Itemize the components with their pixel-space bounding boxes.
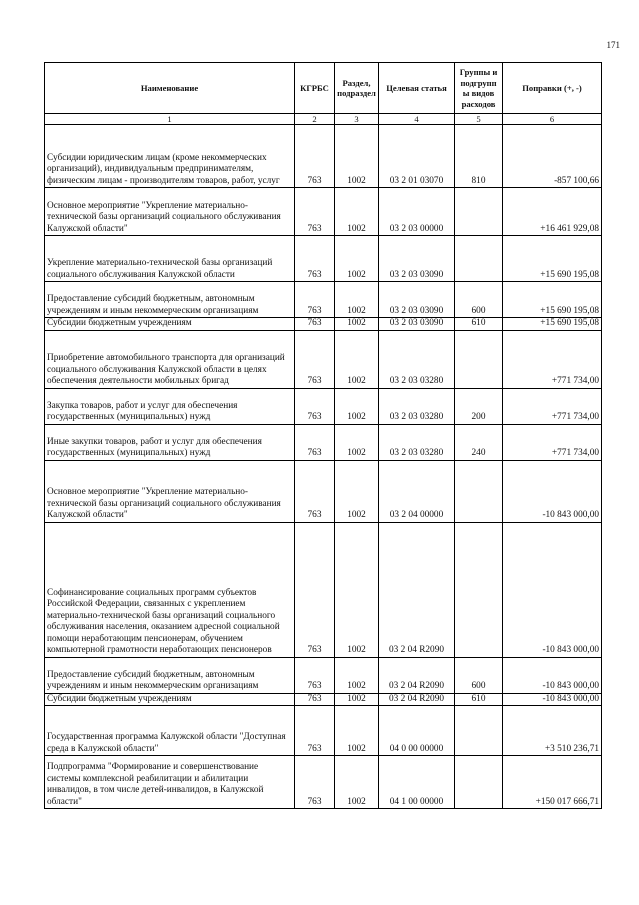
cell-section: 1002	[335, 188, 379, 236]
cell-target: 03 2 03 03280	[379, 424, 455, 460]
cell-name: Предоставление субсидий бюджетным, автономным учреждениям и иным некоммерческим организациям	[45, 657, 295, 693]
cell-amount: -10 843 000,00	[503, 693, 602, 706]
cell-amount: +15 690 195,08	[503, 318, 602, 331]
cell-section: 1002	[335, 706, 379, 756]
cell-section: 1002	[335, 236, 379, 282]
cell-section: 1002	[335, 330, 379, 388]
table-row	[45, 388, 602, 424]
cell-group: 600	[455, 282, 503, 318]
cell-group	[455, 460, 503, 522]
cell-group: 610	[455, 318, 503, 331]
cell-name: Субсидии бюджетным учреждениям	[45, 693, 295, 706]
header-section: Раздел, подраздел	[335, 63, 379, 114]
cell-section: 1002	[335, 693, 379, 706]
cell-section: 1002	[335, 424, 379, 460]
cell-section: 1002	[335, 388, 379, 424]
cell-section: 1002	[335, 657, 379, 693]
cell-name: Подпрограмма "Формирование и совершенствование системы комплексной реабилитации и абилитации инвалидов, в том числе детей-инвалидов, в Калужской области"	[45, 756, 295, 809]
cell-kgrbs: 763	[295, 706, 335, 756]
cell-target: 03 2 04 R2090	[379, 693, 455, 706]
table-row	[45, 460, 602, 522]
column-number: 1	[45, 114, 295, 125]
column-numbers-row	[45, 114, 602, 125]
cell-group: 200	[455, 388, 503, 424]
cell-target: 03 2 04 R2090	[379, 657, 455, 693]
cell-amount: +3 510 236,71	[503, 706, 602, 756]
cell-name: Укрепление материально-технической базы организаций социального обслуживания Калужской области	[45, 236, 295, 282]
cell-name: Предоставление субсидий бюджетным, автономным учреждениям и иным некоммерческим организациям	[45, 282, 295, 318]
cell-name: Основное мероприятие "Укрепление материально-технической базы организаций социального обслуживания Калужской области"	[45, 188, 295, 236]
cell-section: 1002	[335, 522, 379, 657]
cell-target: 03 2 03 03090	[379, 318, 455, 331]
header-amendments: Поправки (+, -)	[503, 63, 602, 114]
header-kgrbs: КГРБС	[295, 63, 335, 114]
cell-group	[455, 188, 503, 236]
table-row	[45, 657, 602, 693]
table-row	[45, 706, 602, 756]
cell-section: 1002	[335, 318, 379, 331]
cell-kgrbs: 763	[295, 460, 335, 522]
cell-amount: +15 690 195,08	[503, 236, 602, 282]
cell-kgrbs: 763	[295, 188, 335, 236]
cell-target: 03 2 03 03280	[379, 330, 455, 388]
cell-group: 810	[455, 125, 503, 188]
cell-name: Государственная программа Калужской области "Доступная среда в Калужской области"	[45, 706, 295, 756]
cell-kgrbs: 763	[295, 330, 335, 388]
cell-name: Основное мероприятие "Укрепление материально-технической базы организаций социального обслуживания Калужской области"	[45, 460, 295, 522]
cell-group: 600	[455, 657, 503, 693]
header-target: Целевая статья	[379, 63, 455, 114]
cell-target: 04 1 00 00000	[379, 756, 455, 809]
table-row	[45, 188, 602, 236]
cell-kgrbs: 763	[295, 282, 335, 318]
table-row	[45, 125, 602, 188]
cell-amount: +15 690 195,08	[503, 282, 602, 318]
cell-group	[455, 330, 503, 388]
cell-kgrbs: 763	[295, 424, 335, 460]
cell-name: Субсидии бюджетным учреждениям	[45, 318, 295, 331]
header-name: Наименование	[45, 63, 295, 114]
column-number: 5	[455, 114, 503, 125]
cell-name: Закупка товаров, работ и услуг для обеспечения государственных (муниципальных) нужд	[45, 388, 295, 424]
cell-section: 1002	[335, 756, 379, 809]
column-number: 4	[379, 114, 455, 125]
cell-group: 610	[455, 693, 503, 706]
cell-name: Субсидии юридическим лицам (кроме некоммерческих организаций), индивидуальным предпринимателям, физическим лицам - производителям товаров, работ, услуг	[45, 125, 295, 188]
column-number: 2	[295, 114, 335, 125]
cell-name: Приобретение автомобильного транспорта для организаций социального обслуживания Калужской области в целях обеспечения деятельности мобильных бригад	[45, 330, 295, 388]
cell-name: Софинансирование социальных программ субъектов Российской Федерации, связанных с укреплением материально-технической базы организаций социального обслуживания населения, оказанием адресной социальной помощи неработающим пенсионерам, обучением компьютерной грамотности неработающих пенсионеров	[45, 522, 295, 657]
cell-kgrbs: 763	[295, 657, 335, 693]
cell-kgrbs: 763	[295, 236, 335, 282]
table-row	[45, 693, 602, 706]
cell-group	[455, 522, 503, 657]
cell-group	[455, 236, 503, 282]
cell-kgrbs: 763	[295, 522, 335, 657]
cell-group: 240	[455, 424, 503, 460]
cell-section: 1002	[335, 460, 379, 522]
cell-amount: +150 017 666,71	[503, 756, 602, 809]
cell-target: 03 2 04 00000	[379, 460, 455, 522]
cell-target: 03 2 03 00000	[379, 188, 455, 236]
cell-kgrbs: 763	[295, 756, 335, 809]
cell-group	[455, 756, 503, 809]
table-row	[45, 756, 602, 809]
cell-target: 03 2 01 03070	[379, 125, 455, 188]
budget-amendments-table	[44, 62, 602, 809]
cell-amount: +771 734,00	[503, 424, 602, 460]
table-row	[45, 236, 602, 282]
cell-section: 1002	[335, 282, 379, 318]
cell-kgrbs: 763	[295, 125, 335, 188]
column-number: 6	[503, 114, 602, 125]
cell-amount: -857 100,66	[503, 125, 602, 188]
cell-kgrbs: 763	[295, 318, 335, 331]
cell-group	[455, 706, 503, 756]
cell-section: 1002	[335, 125, 379, 188]
cell-amount: -10 843 000,00	[503, 657, 602, 693]
table-body	[45, 125, 602, 809]
cell-amount: -10 843 000,00	[503, 522, 602, 657]
cell-kgrbs: 763	[295, 388, 335, 424]
table-header-row	[45, 63, 602, 114]
table-row	[45, 522, 602, 657]
cell-name: Иные закупки товаров, работ и услуг для обеспечения государственных (муниципальных) нужд	[45, 424, 295, 460]
cell-target: 03 2 03 03090	[379, 282, 455, 318]
cell-amount: -10 843 000,00	[503, 460, 602, 522]
cell-amount: +771 734,00	[503, 330, 602, 388]
column-number: 3	[335, 114, 379, 125]
cell-target: 03 2 04 R2090	[379, 522, 455, 657]
cell-target: 03 2 03 03090	[379, 236, 455, 282]
cell-target: 03 2 03 03280	[379, 388, 455, 424]
cell-amount: +771 734,00	[503, 388, 602, 424]
table-row	[45, 282, 602, 318]
header-groups: Группы и подгрупп ы видов расходов	[455, 63, 503, 114]
cell-target: 04 0 00 00000	[379, 706, 455, 756]
table-row	[45, 424, 602, 460]
table-row	[45, 330, 602, 388]
cell-amount: +16 461 929,08	[503, 188, 602, 236]
page-number: 171	[606, 40, 620, 50]
table-row	[45, 318, 602, 331]
cell-kgrbs: 763	[295, 693, 335, 706]
